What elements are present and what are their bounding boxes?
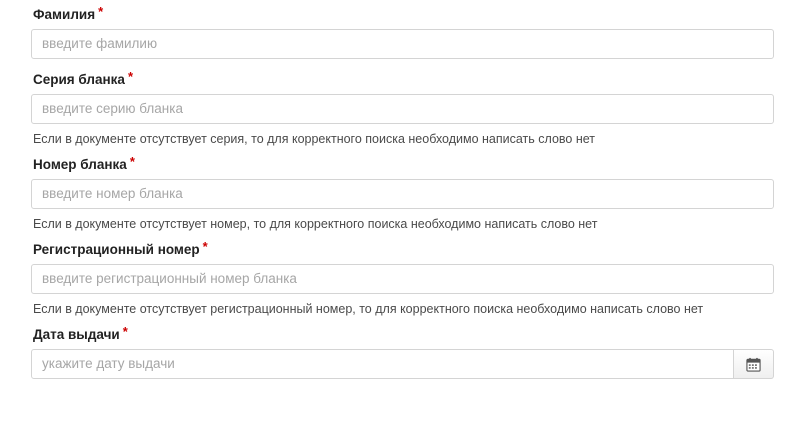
field-group-surname	[31, 6, 774, 59]
calendar-button[interactable]	[734, 349, 774, 379]
input-wrap-surname	[31, 29, 774, 59]
required-asterisk: *	[129, 154, 135, 169]
number-input[interactable]	[31, 179, 774, 209]
spacer-after-surname	[31, 59, 774, 71]
field-group-issue-date	[31, 326, 774, 379]
field-group-number	[31, 156, 774, 232]
hint-series: Если в документе отсутствует серия, то для корректного поиска необходимо написать слово нет	[33, 132, 595, 146]
series-input[interactable]	[31, 94, 774, 124]
calendar-icon	[746, 357, 761, 372]
label-series	[33, 71, 774, 88]
input-wrap-series	[31, 94, 774, 124]
input-wrap-issue-date	[31, 349, 774, 379]
label-registration-number	[33, 241, 774, 258]
registration-number-input[interactable]	[31, 264, 774, 294]
required-asterisk: *	[98, 4, 104, 19]
label-issue-date	[33, 326, 774, 343]
input-wrap-number	[31, 179, 774, 209]
input-wrap-registration-number	[31, 264, 774, 294]
hint-registration-number: Если в документе отсутствует регистрационный номер, то для корректного поиска необходимо написать слово нет	[33, 302, 704, 316]
label-series-text: Серия бланка	[33, 72, 125, 87]
label-issue-date-text: Дата выдачи	[33, 327, 120, 342]
surname-input[interactable]	[31, 29, 774, 59]
required-asterisk: *	[122, 324, 128, 339]
required-asterisk: *	[202, 239, 208, 254]
issue-date-input[interactable]	[31, 349, 734, 379]
required-asterisk: *	[127, 69, 133, 84]
label-surname-text: Фамилия	[33, 7, 96, 22]
label-surname	[33, 6, 774, 23]
field-group-series	[31, 71, 774, 147]
hint-number: Если в документе отсутствует номер, то для корректного поиска необходимо написать слово нет	[33, 217, 598, 231]
field-group-registration-number	[31, 241, 774, 317]
label-number	[33, 156, 774, 173]
label-registration-number-text: Регистрационный номер	[33, 242, 200, 257]
label-number-text: Номер бланка	[33, 157, 127, 172]
